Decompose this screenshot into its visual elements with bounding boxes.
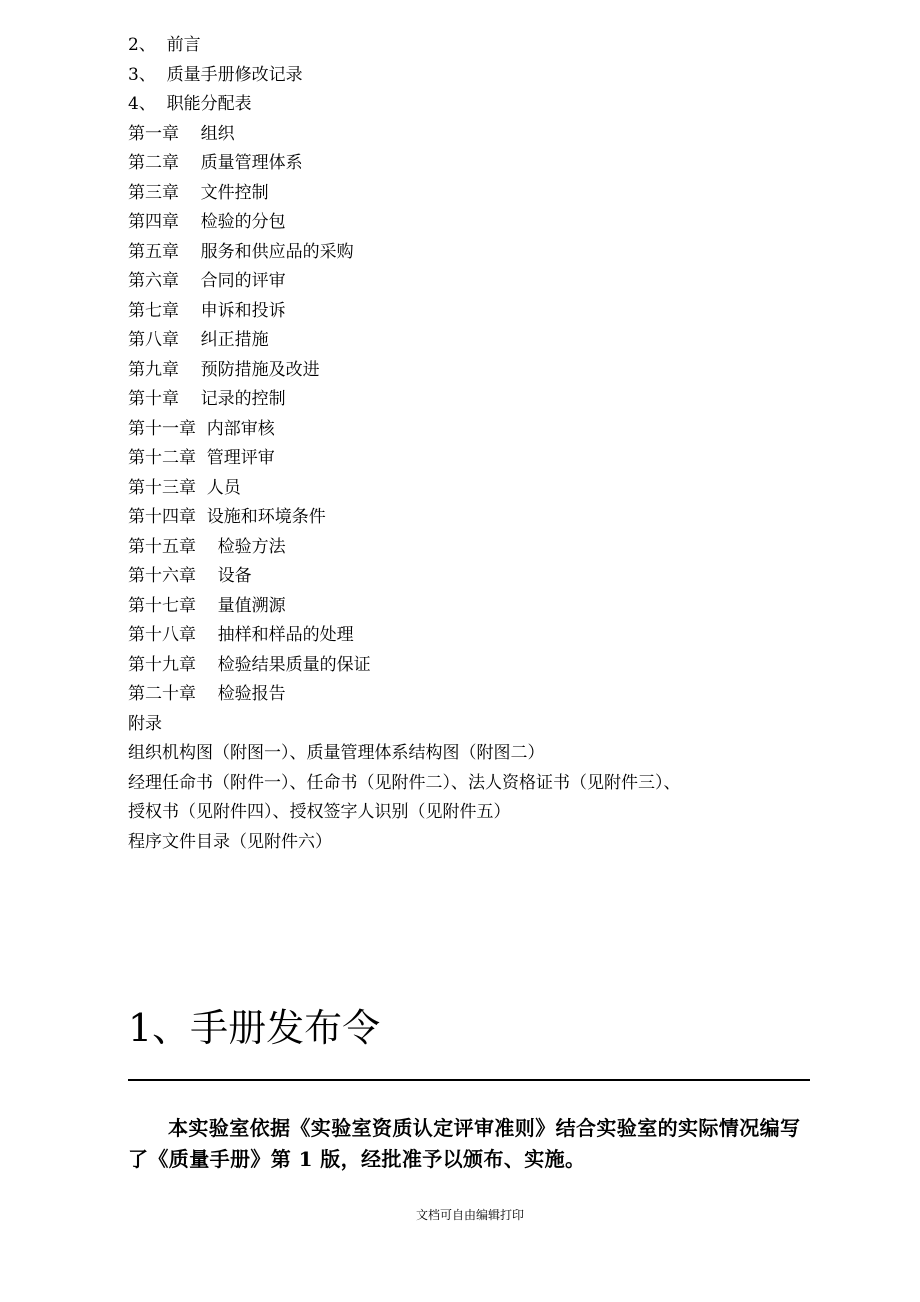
toc-item: 第八章 纠正措施 — [128, 330, 269, 350]
horizontal-rule — [128, 1079, 810, 1081]
toc-item: 第二章 质量管理体系 — [128, 153, 303, 173]
toc-item: 第十章 记录的控制 — [128, 389, 286, 409]
toc-item: 第二十章 检验报告 — [128, 684, 286, 704]
toc-item: 第十九章 检验结果质量的保证 — [128, 654, 371, 675]
toc-item: 组织机构图（附图一）、质量管理体系结构图（附图二） — [128, 743, 545, 763]
toc-item: 第三章 文件控制 — [128, 182, 269, 203]
toc-item: 第十二章 管理评审 — [128, 448, 275, 468]
toc-item: 4、 职能分配表 — [128, 94, 252, 114]
toc-item: 第十三章 人员 — [128, 477, 241, 498]
decree-paragraph: 本实验室依据《实验室资质认定评审准则》结合实验室的实际情况编写了《质量手册》第 1 版，经批准予以颁布、实施。 — [128, 1116, 801, 1171]
toc-item: 第十五章 检验方法 — [128, 536, 286, 557]
toc-item: 第六章 合同的评审 — [128, 271, 286, 291]
toc-item: 附录 — [128, 713, 162, 734]
toc-item: 第十六章 设备 — [128, 566, 252, 586]
toc-item: 第一章 组织 — [128, 123, 235, 144]
toc-item: 第十一章 内部审核 — [128, 418, 275, 439]
toc-item: 第十四章 设施和环境条件 — [128, 507, 326, 527]
toc-item: 经理任命书（附件一）、任命书（见附件二）、法人资格证书（见附件三）、 — [128, 772, 681, 793]
toc-item: 程序文件目录（见附件六） — [128, 831, 332, 852]
toc-item: 第九章 预防措施及改进 — [128, 359, 320, 380]
section-heading: 1、手册发布令 — [128, 1006, 381, 1050]
toc-item: 授权书（见附件四）、授权签字人识别（见附件五） — [128, 802, 511, 822]
toc-item: 3、 质量手册修改记录 — [128, 64, 303, 85]
toc-item: 第七章 申诉和投诉 — [128, 300, 286, 321]
toc-item: 第五章 服务和供应品的采购 — [128, 241, 354, 262]
page-footer: 文档可自由编辑打印 — [415, 1208, 524, 1222]
toc-item: 第四章 检验的分包 — [128, 212, 286, 232]
toc-item: 第十八章 抽样和样品的处理 — [128, 625, 354, 645]
toc-item: 第十七章 量值溯源 — [128, 595, 286, 616]
toc-item: 2、 前言 — [128, 35, 201, 55]
table-of-contents — [128, 31, 828, 857]
